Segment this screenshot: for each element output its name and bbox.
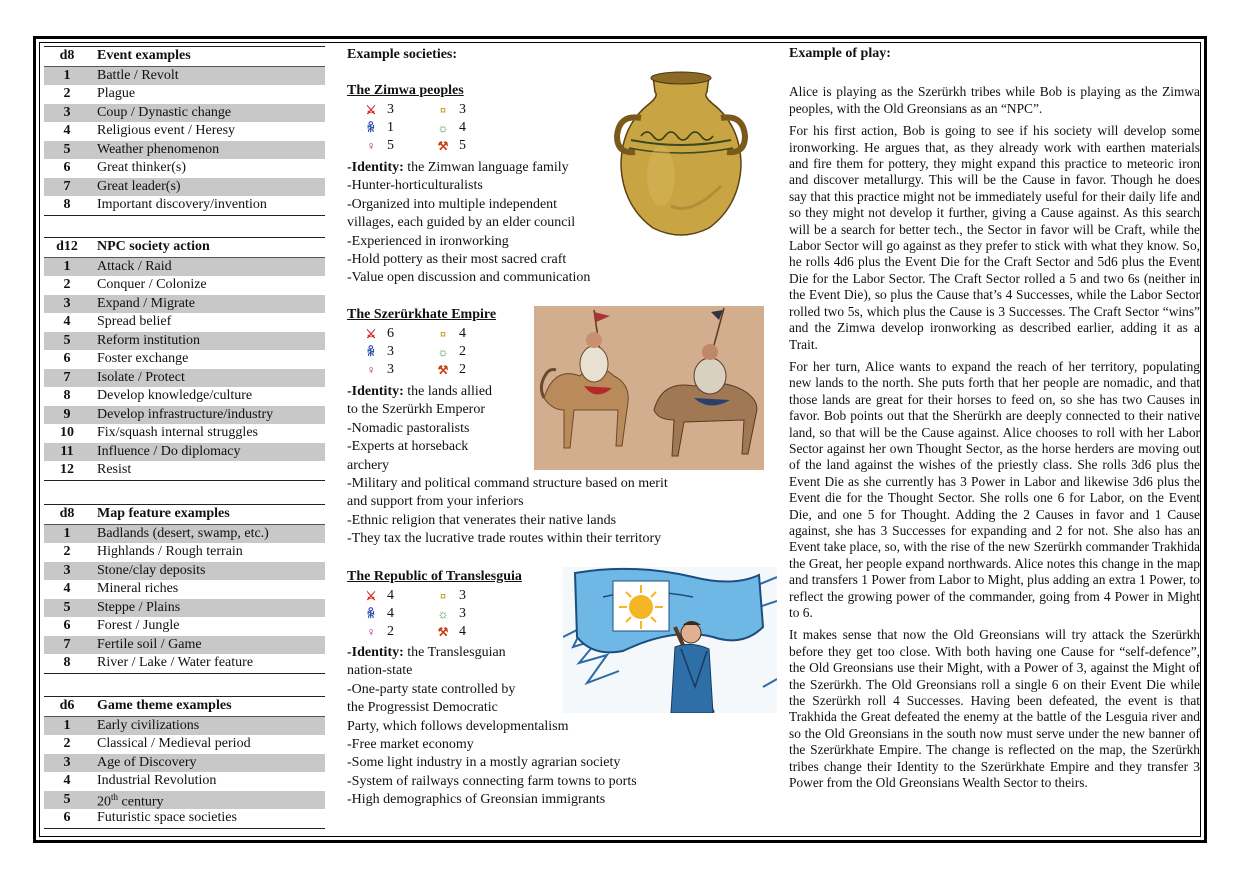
table-row: 5 Reform institution (44, 332, 325, 351)
wealth-icon: ¤ (440, 589, 446, 603)
play-heading: Example of play: (789, 46, 891, 61)
society-traits: -Identity: the lands allied to the Szerürkh Emperor -Nomadic pastoralists -Experts at horseback archery -Military and political command structure based on merit and support from your inferiors -Ethnic religion that venerates their native lands -They tax the lucrative trade routes within their territory (347, 384, 668, 547)
faith-icon: ♀ (366, 625, 376, 639)
table-row: 8 Important discovery/invention (63, 197, 267, 213)
thought-icon: ☼ (437, 607, 449, 621)
play-paragraph: It makes sense that now the Old Greonsians will try attack the Szerürkh before they get too close. With both having one Cause for “self-defence”, the Old Greonsians use their Might, with a Power of 3, against the Might of the Szerürkh. The Old Greonsians roll a single 6 on their Event Die while the Szerürkh roll 4 Successes. Having been defeated, the event is that Trakhida the Great defeated the enemy at the battle of the Lesguia river and so the Old Greonsians in the south now must serve under the new banner of the Szerürkhate Empire. The change is reflected on the map, the Szerürkh tribes change their Identity to the Szerürkhate Empire and they transfer 3 Power from the Old Greonsians Wealth Sector to theirs. (789, 627, 1200, 791)
table-row: 2 Highlands / Rough terrain (63, 544, 243, 560)
table-row: 8 Develop knowledge/culture (63, 388, 253, 404)
table-row: 4 Mineral riches (63, 581, 179, 597)
flag-bearer-image (563, 567, 777, 713)
society-title: The Republic of Translesguia (347, 569, 522, 584)
example-of-play-column (789, 46, 1200, 797)
faith-icon: ♀ (366, 139, 376, 153)
people-icon: ꆜ (366, 121, 376, 135)
table-row: 9 Develop infrastructure/industry (44, 406, 325, 425)
might-icon: ⚔ (365, 589, 377, 603)
table-row: 5 Steppe / Plains (44, 599, 325, 618)
table-row: 3 Stone/clay deposits (44, 562, 325, 581)
table-row: 5 Weather phenomenon (44, 141, 325, 160)
horse-archers-image (534, 306, 764, 470)
people-icon: ꆜ (366, 345, 376, 359)
npc-society-action-table (44, 237, 325, 481)
society-traits: -Identity: the Zimwan language family -Hunter-horticulturalists -Organized into multiple independent villages, each guided by an elder council -Experienced in ironworking -Hold pottery as their most sacred craft -Value open discussion and communication (347, 160, 591, 286)
table-row: 7 Isolate / Protect (44, 369, 325, 388)
table-row: 7 Fertile soil / Game (44, 636, 325, 655)
table-row: 1 Early civilizations (44, 717, 325, 736)
craft-icon: ⚒ (437, 625, 449, 639)
wealth-icon: ¤ (440, 327, 446, 341)
thought-icon: ☼ (437, 121, 449, 135)
play-paragraph: Alice is playing as the Szerürkh tribes while Bob is playing as the Zimwa peoples, with the Old Greonsians as an “NPC”. (789, 84, 1200, 116)
table-row: 1 Badlands (desert, swamp, etc.) (44, 525, 325, 544)
table-row: 5 20th century (44, 791, 325, 810)
society-title: The Zimwa peoples (347, 83, 464, 98)
table-row: 3 Coup / Dynastic change (44, 104, 325, 123)
table-row: 4 Spread belief (63, 314, 172, 330)
table-row: 4 Religious event / Heresy (63, 123, 236, 139)
table-row: 6 Futuristic space societies (63, 810, 237, 826)
table-row: 1 Battle / Revolt (44, 67, 325, 86)
game-theme-examples-table (44, 696, 325, 829)
table-row: 1 Attack / Raid (44, 258, 325, 277)
play-paragraph: For her turn, Alice wants to expand the reach of her territory, populating new lands to the north. She puts forth that her people are nomadic, and that those lands are great for their horses to feed on, so she has two Causes in favor. Bob points out that the Sherürkh are deeply connected to their native land, so that will be the Cause against. Alice chooses to roll with her Labor Sector against her own Thought Sector, as the horse herders are moving out of the land against the wishes of the priestly class. She rolls 3d6 plus the Event Die as she currently has 3 Power in Labor and likewise 3d6 plus the Event die for the Thought Sector. She rolls one 6 for Labor, on the Event Die, and one 5 for Thought. Adding the 2 Causes in favor and 1 Cause against, she has 3 Successes for expanding and 2 for not. She also has an Event take place, so, with the rise of the new Szerürkh commander Trakhida the Great, her people expand northwards. Alice notes this change in the map and transfers 1 Power from Labor to Might, plus adding an extra 1 Power, to reflect the growing power of the commander, going from 4 Power in Might to 6. (789, 358, 1200, 620)
society-traits: -Identity: the Translesguian nation-state -One-party state controlled by the Progressist Democratic Party, which follows developmentalism -Free market economy -Some light industry in a mostly agrarian society -System of railways connecting farm towns to ports -High demographics of Greonsian immigrants (347, 645, 637, 808)
society-title: The Szerürkhate Empire (347, 307, 497, 322)
play-paragraph: For his first action, Bob is going to see if his society will develop some ironworking. He argues that, as they already work with earthen materials and fire them for pottery, they might expand this practice to meteoric iron and discover metallurgy. This will be the Cause in favor. Though he does say that this practice might not be immediately useful for their daily life and so they might not develop it further, giving a Cause against. As this search will be a search for better tech., the Sector in favor will be Craft, while the Labor Sector will go against as they prefer to stick with what they know. So, he rolls 4d6 plus the Event Die for the Craft Sector and 5d6 plus the Event Die for the Labor Sector. The Craft Sector rolled a 5 and two 6s (neither in the Event Die), so plus the Cause that’s 4 Successes, while the Labor Sector rolled two 5s, which plus the Cause is 3 Successes. The Craft Sector “wins” and the Zimwa develop ironworking as described earlier, adding it as a Trait. (789, 123, 1200, 352)
table-row: 2 Classical / Medieval period (63, 736, 251, 752)
craft-icon: ⚒ (437, 363, 449, 377)
map-feature-examples-table (44, 504, 325, 674)
table-row: 2 Plague (63, 86, 136, 102)
table-row: 4 Industrial Revolution (63, 773, 217, 789)
people-icon: ꆜ (366, 607, 376, 621)
table-row: 3 Expand / Migrate (44, 295, 325, 314)
event-examples-table (44, 46, 325, 216)
table-row: 6 Great thinker(s) (63, 160, 187, 176)
table-die: d6 (59, 698, 75, 714)
table-title: NPC society action (97, 239, 210, 255)
societies-heading: Example societies: (347, 47, 458, 62)
table-row: 7 Great leader(s) (44, 178, 325, 197)
table-row: 8 River / Lake / Water feature (63, 655, 254, 671)
thought-icon: ☼ (437, 345, 449, 359)
table-row: 10 Fix/squash internal struggles (60, 425, 258, 441)
table-die: d8 (59, 48, 75, 64)
wealth-icon: ¤ (440, 103, 446, 117)
table-title: Game theme examples (97, 698, 232, 714)
faith-icon: ♀ (366, 363, 376, 377)
table-row: 2 Conquer / Colonize (63, 277, 207, 293)
might-icon: ⚔ (365, 327, 377, 341)
craft-icon: ⚒ (437, 139, 449, 153)
table-title: Map feature examples (97, 506, 230, 522)
table-row: 12 Resist (60, 462, 132, 478)
table-die: d12 (56, 239, 78, 255)
table-die: d8 (59, 506, 75, 522)
table-row: 6 Forest / Jungle (63, 618, 180, 634)
table-row: 11 Influence / Do diplomacy (44, 443, 325, 462)
table-row: 3 Age of Discovery (44, 754, 325, 773)
table-row: 6 Foster exchange (63, 351, 189, 367)
might-icon: ⚔ (365, 103, 377, 117)
pottery-jar-image (611, 66, 751, 241)
table-title: Event examples (97, 48, 191, 64)
